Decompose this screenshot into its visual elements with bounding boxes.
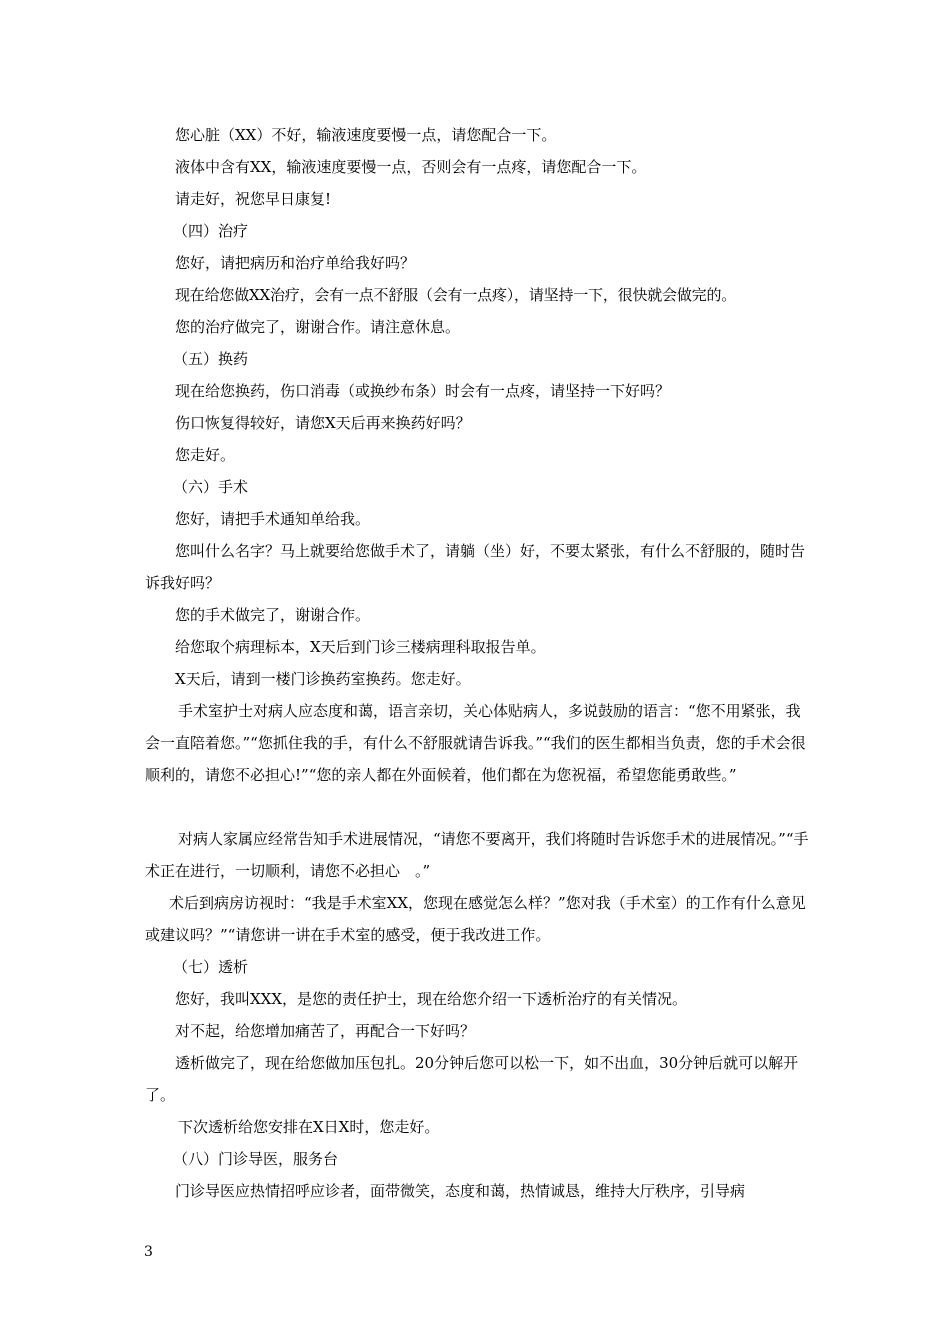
paragraph: 您好，我叫XXX，是您的责任护士，现在给您介绍一下透析治疗的有关情况。	[175, 990, 688, 1008]
paragraph: 您的手术做完了，谢谢合作。	[175, 606, 371, 624]
paragraph: 对病人家属应经常告知手术进展情况，“请您不要离开，我们将随时告诉您手术的进展情况。”“手术正在进行，一切顺利，请您不必担心 。”	[145, 830, 809, 880]
paragraph: 下次透析给您安排在X日X时，您走好。	[178, 1118, 440, 1136]
section-heading: （四）治疗	[173, 222, 249, 240]
paragraph: X天后，请到一楼门诊换药室换药。您走好。	[175, 670, 471, 688]
paragraph: 手术室护士对病人应态度和蔼，语言亲切，关心体贴病人，多说鼓励的语言：“您不用紧张，我会一直陪着您。”“您抓住我的手，有什么不舒服就请告诉我。”“我们的医生都相当负责，您的手术会很顺利的，请您不必担心!”“您的亲人都在外面候着，他们都在为您祝福，希望您能勇敢些。”	[145, 702, 806, 784]
section-heading: （八）门诊导医，服务台	[173, 1150, 339, 1168]
paragraph: 液体中含有XX，输液速度要慢一点，否则会有一点疼，请您配合一下。	[175, 158, 647, 176]
paragraph: 对不起，给您增加痛苦了，再配合一下好吗？	[175, 1022, 476, 1040]
paragraph: 给您取个病理标本，X天后到门诊三楼病理科取报告单。	[175, 638, 546, 656]
paragraph: 现在给您做XX治疗，会有一点不舒服（会有一点疼），请坚持一下，很快就会做完的。	[175, 286, 737, 304]
paragraph: 您好，请把手术通知单给我。	[175, 510, 371, 528]
paragraph: 您的治疗做完了，谢谢合作。请注意休息。	[175, 318, 461, 336]
section-heading: （五）换药	[173, 350, 249, 368]
section-heading: （七）透析	[173, 958, 249, 976]
paragraph: 术后到病房访视时：“我是手术室XX，您现在感觉怎么样？”您对我（手术室）的工作有什么意见或建议吗？”“请您讲一讲在手术室的感受，便于我改进工作。	[145, 894, 806, 944]
paragraph: 透析做完了，现在给您做加压包扎。20分钟后您可以松一下，如不出血，30分钟后就可以解开了。	[145, 1054, 799, 1104]
paragraph: 请走好，祝您早日康复!	[175, 190, 332, 208]
paragraph: 您走好。	[175, 446, 236, 464]
paragraph: 您叫什么名字？马上就要给您做手术了，请躺（坐）好，不要太紧张，有什么不舒服的，随时告诉我好吗？	[145, 542, 806, 592]
page-number: 3	[144, 1244, 153, 1260]
paragraph: 您好，请把病历和治疗单给我好吗？	[175, 254, 416, 272]
paragraph: 门诊导医应热情招呼应诊者，面带微笑，态度和蔼，热情诚恳，维持大厅秩序，引导病	[175, 1182, 746, 1200]
section-heading: （六）手术	[173, 478, 249, 496]
paragraph: 您心脏（XX）不好，输液速度要慢一点，请您配合一下。	[175, 126, 557, 144]
paragraph: 伤口恢复得较好，请您X天后再来换药好吗？	[175, 414, 471, 432]
paragraph: 现在给您换药，伤口消毒（或换纱布条）时会有一点疼，请坚持一下好吗？	[175, 382, 671, 400]
